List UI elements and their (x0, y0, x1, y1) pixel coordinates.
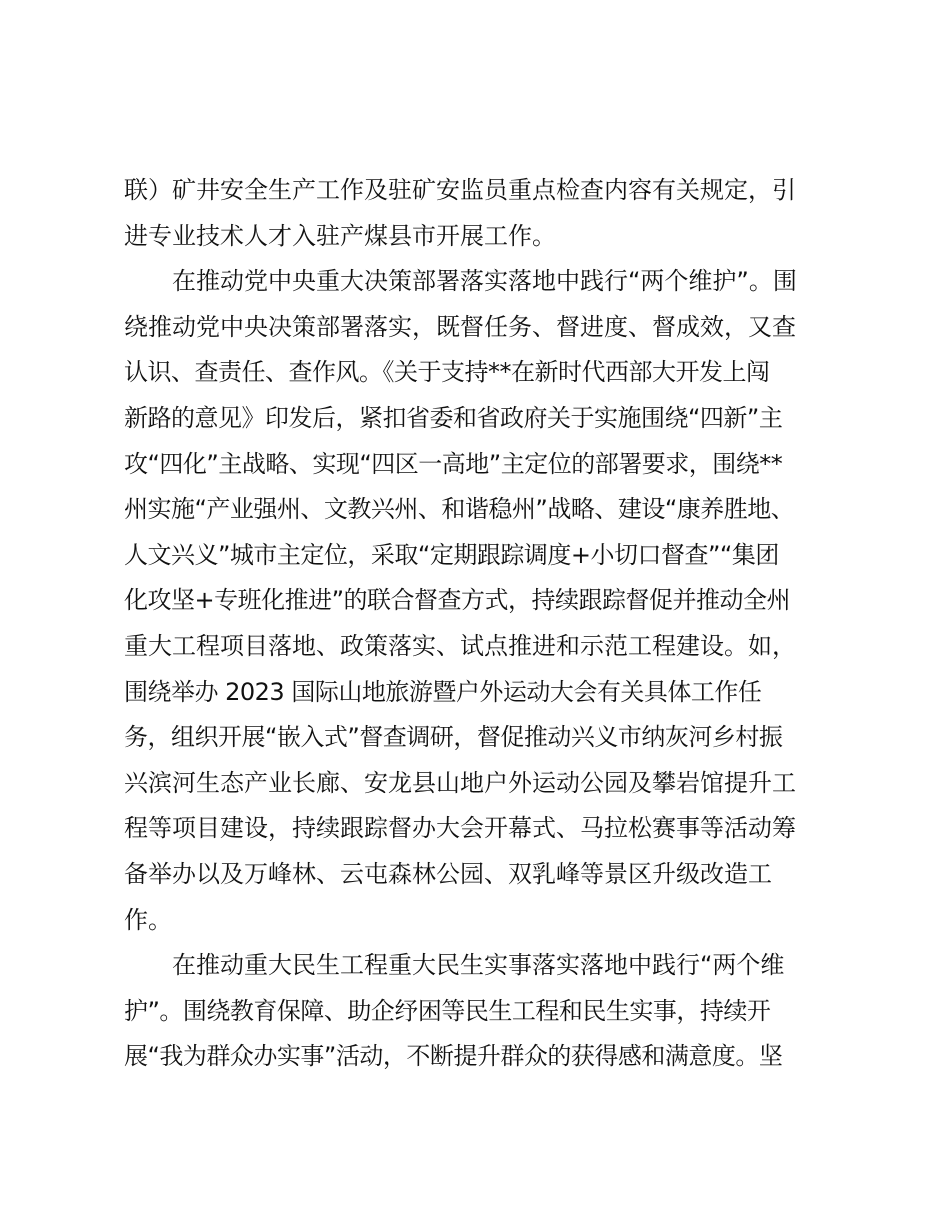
document-body (124, 168, 844, 1080)
text-line-05: 认识、查责任、查作风。《关于支持**在新时代西部大开发上闯 (124, 358, 770, 387)
text-line-03: 在推动党中央重大决策部署落实落地中践行“两个维护”。围 (172, 267, 797, 296)
text-line-13: 务，组织开展“嵌入式”督查调研，督促推动兴义市纳灰河乡村振 (124, 723, 783, 752)
text-line-17: 作。 (124, 905, 172, 934)
text-line-07: 攻“四化”主战略、实现“四区一高地”主定位的部署要求，围绕** (124, 449, 783, 478)
text-line-06: 新路的意见》印发后，紧扣省委和省政府关于实施围绕“四新”主 (124, 403, 783, 432)
text-line-16: 备举办以及万峰林、云屯森林公园、双乳峰等景区升级改造工 (124, 859, 772, 888)
text-line-11: 重大工程项目落地、政策落实、试点推进和示范工程建设。如， (124, 631, 796, 660)
text-line-10: 化攻坚+专班化推进”的联合督查方式，持续跟踪督促并推动全州 (124, 586, 791, 615)
text-line-18: 在推动重大民生工程重大民生实事落实落地中践行“两个维 (172, 951, 785, 980)
text-line-02: 进专业技术人才入驻产煤县市开展工作。 (124, 221, 556, 250)
text-line-14: 兴滨河生态产业长廊、安龙县山地户外运动公园及攀岩馆提升工 (124, 768, 796, 797)
text-line-19: 护”。围绕教育保障、助企纾困等民生工程和民生实事，持续开 (124, 996, 771, 1025)
text-line-20: 展“我为群众办实事”活动，不断提升群众的获得感和满意度。坚 (124, 1042, 783, 1071)
text-line-04: 绕推动党中央决策部署落实，既督任务、督进度、督成效，又查 (124, 312, 796, 341)
text-line-15: 程等项目建设，持续跟踪督办大会开幕式、马拉松赛事等活动筹 (124, 814, 796, 843)
text-line-09: 人文兴义”城市主定位，采取“定期跟踪调度+小切口督查”“集团 (124, 540, 779, 569)
text-line-08: 州实施“产业强州、文教兴州、和谐稳州”战略、建设“康养胜地、 (124, 495, 795, 524)
text-line-01: 联）矿井安全生产工作及驻矿安监员重点检查内容有关规定，引 (124, 176, 796, 204)
text-line-12: 围绕举办 2023 国际山地旅游暨户外运动大会有关具体工作任 (124, 677, 762, 706)
